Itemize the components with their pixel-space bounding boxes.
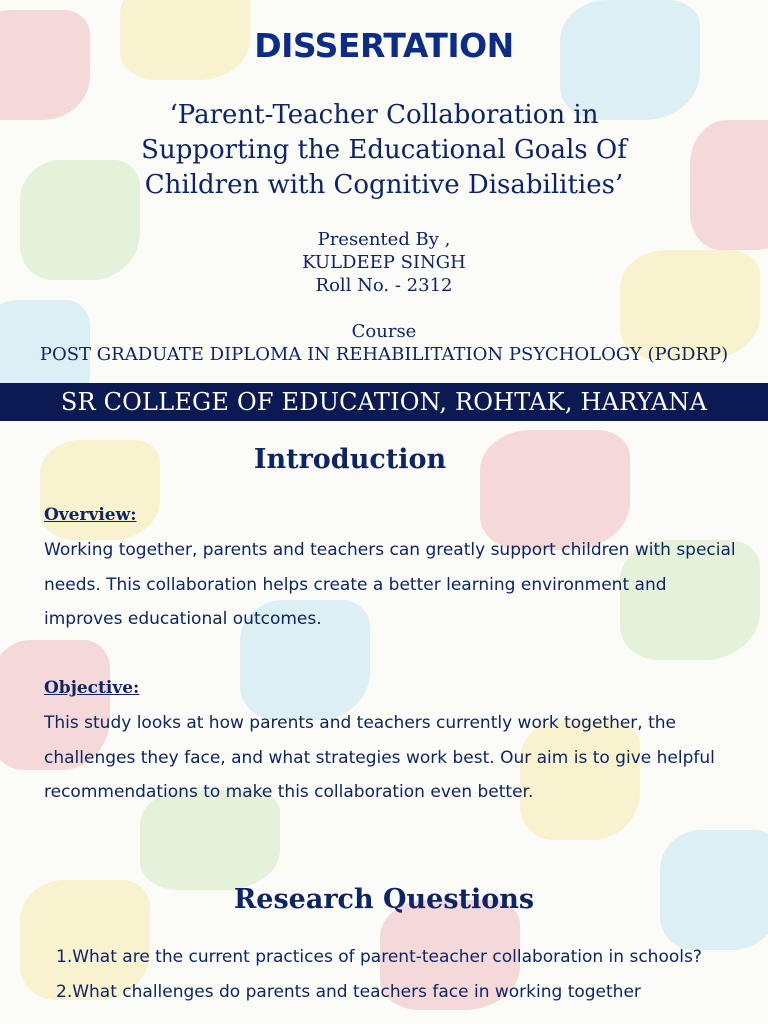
- objective-label: Objective:: [44, 678, 140, 698]
- presenter-name: KULDEEP SINGH: [302, 252, 466, 273]
- course-name: POST GRADUATE DIPLOMA IN REHABILITATION PSYCHOLOGY (PGDRP): [39, 344, 729, 365]
- objective-text: This study looks at how parents and teachers currently work together, the challenges they face, and what strategies work best. Our aim is to give helpful recommendations to make this collaboration even better.: [44, 713, 715, 802]
- presented-by-label: Presented By ,: [317, 229, 451, 250]
- research-questions-list: [56, 940, 736, 1009]
- presenter-block: [0, 228, 768, 366]
- research-questions-heading: Research Questions: [233, 884, 535, 915]
- course-label: Course: [351, 321, 417, 342]
- introduction-heading: Introduction: [253, 444, 447, 475]
- dissertation-subtitle: ‘Parent-Teacher Collaboration in Supporting the Educational Goals Of Children with Cognitive Disabilities’: [141, 100, 627, 200]
- college-banner: SR COLLEGE OF EDUCATION, ROHTAK, HARYANA: [0, 383, 768, 421]
- list-item: 2.What challenges do parents and teachers face in working together: [56, 981, 641, 1002]
- dissertation-title: DISSERTATION: [254, 26, 514, 65]
- overview-label: Overview:: [44, 505, 137, 525]
- list-item: 1.What are the current practices of parent-teacher collaboration in schools?: [56, 947, 702, 967]
- overview-text: Working together, parents and teachers can greatly support children with special needs. This collaboration helps create a better learning environment and improves educational outcomes.: [44, 540, 736, 629]
- roll-number: Roll No. - 2312: [315, 275, 453, 296]
